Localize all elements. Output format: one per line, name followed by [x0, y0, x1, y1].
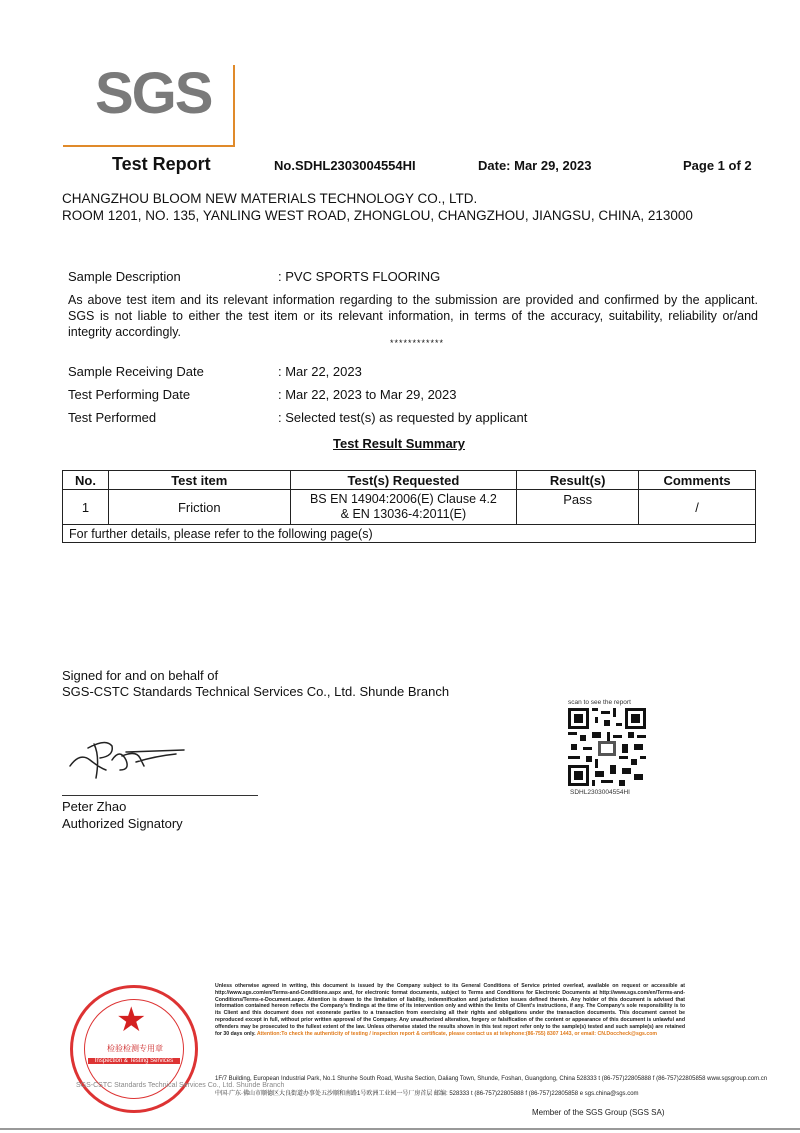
header-test-item: Test item — [108, 471, 290, 490]
signed-block — [62, 668, 449, 700]
table-header-row — [63, 471, 756, 490]
results-table — [62, 470, 756, 543]
receiving-date-value: : Mar 22, 2023 — [278, 364, 362, 379]
sample-description-value: : PVC SPORTS FLOORING — [278, 269, 441, 284]
seal-star-icon: ★ — [116, 1001, 147, 1039]
seal-text-en: Inspection & Testing Services — [88, 1058, 180, 1064]
signatory-block — [62, 798, 183, 832]
table-note: For further details, please refer to the following page(s) — [63, 525, 756, 543]
signatory-title: Authorized Signatory — [62, 816, 183, 831]
test-performed-value: : Selected test(s) as requested by applicant — [278, 410, 528, 425]
cell-tests-requested — [290, 490, 517, 525]
bottom-rule — [0, 1128, 800, 1130]
terms-text: Unless otherwise agreed in writing, this document is issued by the Company subject to its General Conditions of Service printed overleaf, available on request or accessible at http://www.sgs.com/en/Terms-and-Conditions.aspx and, for electronic format documents, subject to Terms and Conditions for Electronic Documents at http://www.sgs.com/en/Terms-and-Conditions/Terms-e-Document.aspx. Attention is drawn to the limitation of liability, indemnification and jurisdiction issues defined therein. Any holder of this document is advised that information contained hereon reflects the Company's findings at the time of its intervention only and within the limits of Client's instructions, if any. The Company's sole responsibility is to its Client and this document does not exonerate parties to a transaction from exercising all their rights and obligations under the transaction documents. This document cannot be reproduced except in full, without prior written approval of the Company. Any unauthorized alteration, forgery or falsification of the content or appearance of this document is unlawful and offenders may be prosecuted to the fullest extent of the law. Unless otherwise stated the results shown in this test report refer only to the sample(s) tested and such sample(s) are retained for 30 days only. — [215, 983, 685, 1037]
report-title: Test Report — [112, 154, 211, 174]
requested-line-2: & EN 13036-4:2011(E) — [340, 507, 467, 521]
receiving-date-label: Sample Receiving Date — [68, 364, 204, 379]
address-english: 1F/7 Building, European Industrial Park, No.1 Shunhe South Road, Wusha Section, Daliang Town, Shunde, Foshan, Guangdong, China 528333 t (86-757)22805888 f (86-757)22805858 www.sgsgroup.com.cn — [215, 1076, 768, 1082]
header-no: No. — [63, 471, 109, 490]
performing-date-value: : Mar 22, 2023 to Mar 29, 2023 — [278, 387, 457, 402]
handwritten-signature — [66, 726, 196, 788]
sample-description-label: Sample Description — [68, 269, 181, 284]
table-note-row — [63, 525, 756, 543]
separator-stars: ************ — [390, 338, 445, 348]
address-chinese: 中国·广东·佛山市顺德区大良街道办事处五沙顺和南路1号欧洲工业园一号厂房首层 邮编: 528333 t (86-757)22805888 f (86-757)22805858 e sgs.china@sgs.com — [215, 1091, 639, 1097]
qr-caption-bottom: SDHL2303004554HI — [570, 789, 630, 796]
performing-date-label: Test Performing Date — [68, 387, 191, 402]
signed-line-1: Signed for and on behalf of — [62, 668, 219, 683]
seal-footer-text: SGS-CSTC Standards Technical Services Co., Ltd. Shunde Branch — [76, 1082, 285, 1089]
disclaimer-paragraph: As above test item and its relevant information regarding to the submission are provided and confirmed by the applicant. SGS is not liable to either the test item or its relevant information, in terms of the accuracy, suitability, reliability or/and integrity accordingly. — [68, 293, 758, 339]
test-performed-label: Test Performed — [68, 410, 157, 425]
logo-accent-horizontal — [63, 145, 235, 147]
attention-text: Attention:To check the authenticity of testing / inspection report & certificate, please contact us at telephone:(86-755) 8307 1443, or email: CN.Doccheck@sgs.com — [256, 1030, 657, 1037]
signatory-name: Peter Zhao — [62, 799, 127, 814]
cell-result: Pass — [517, 490, 639, 525]
sgs-logo: SGS — [95, 61, 212, 126]
page-indicator: Page 1 of 2 — [683, 158, 752, 173]
company-block — [62, 190, 693, 224]
terms-fine-print — [215, 983, 685, 1037]
table-row — [63, 490, 756, 525]
report-number: No.SDHL2303004554HI — [274, 158, 416, 173]
cell-no: 1 — [63, 490, 109, 525]
summary-title: Test Result Summary — [333, 436, 465, 451]
signed-line-2: SGS-CSTC Standards Technical Services Co., Ltd. Shunde Branch — [62, 684, 450, 699]
cell-comments: / — [639, 490, 756, 525]
qr-code[interactable] — [568, 708, 646, 786]
seal-text-cn: 检验检测专用章 — [107, 1044, 163, 1053]
report-date: Date: Mar 29, 2023 — [478, 158, 592, 173]
header-comments: Comments — [639, 471, 756, 490]
header-tests-requested: Test(s) Requested — [290, 471, 517, 490]
logo-accent-vertical — [233, 65, 235, 147]
member-line: Member of the SGS Group (SGS SA) — [532, 1108, 665, 1117]
company-address: ROOM 1201, NO. 135, YANLING WEST ROAD, ZHONGLOU, CHANGZHOU, JIANGSU, CHINA, 213000 — [62, 208, 693, 223]
qr-caption-top: scan to see the report — [568, 699, 631, 706]
signature-line — [62, 795, 258, 796]
requested-line-1: BS EN 14904:2006(E) Clause 4.2 — [309, 492, 497, 506]
header-results: Result(s) — [517, 471, 639, 490]
company-name: CHANGZHOU BLOOM NEW MATERIALS TECHNOLOGY CO., LTD. — [62, 191, 478, 206]
cell-test-item: Friction — [108, 490, 290, 525]
